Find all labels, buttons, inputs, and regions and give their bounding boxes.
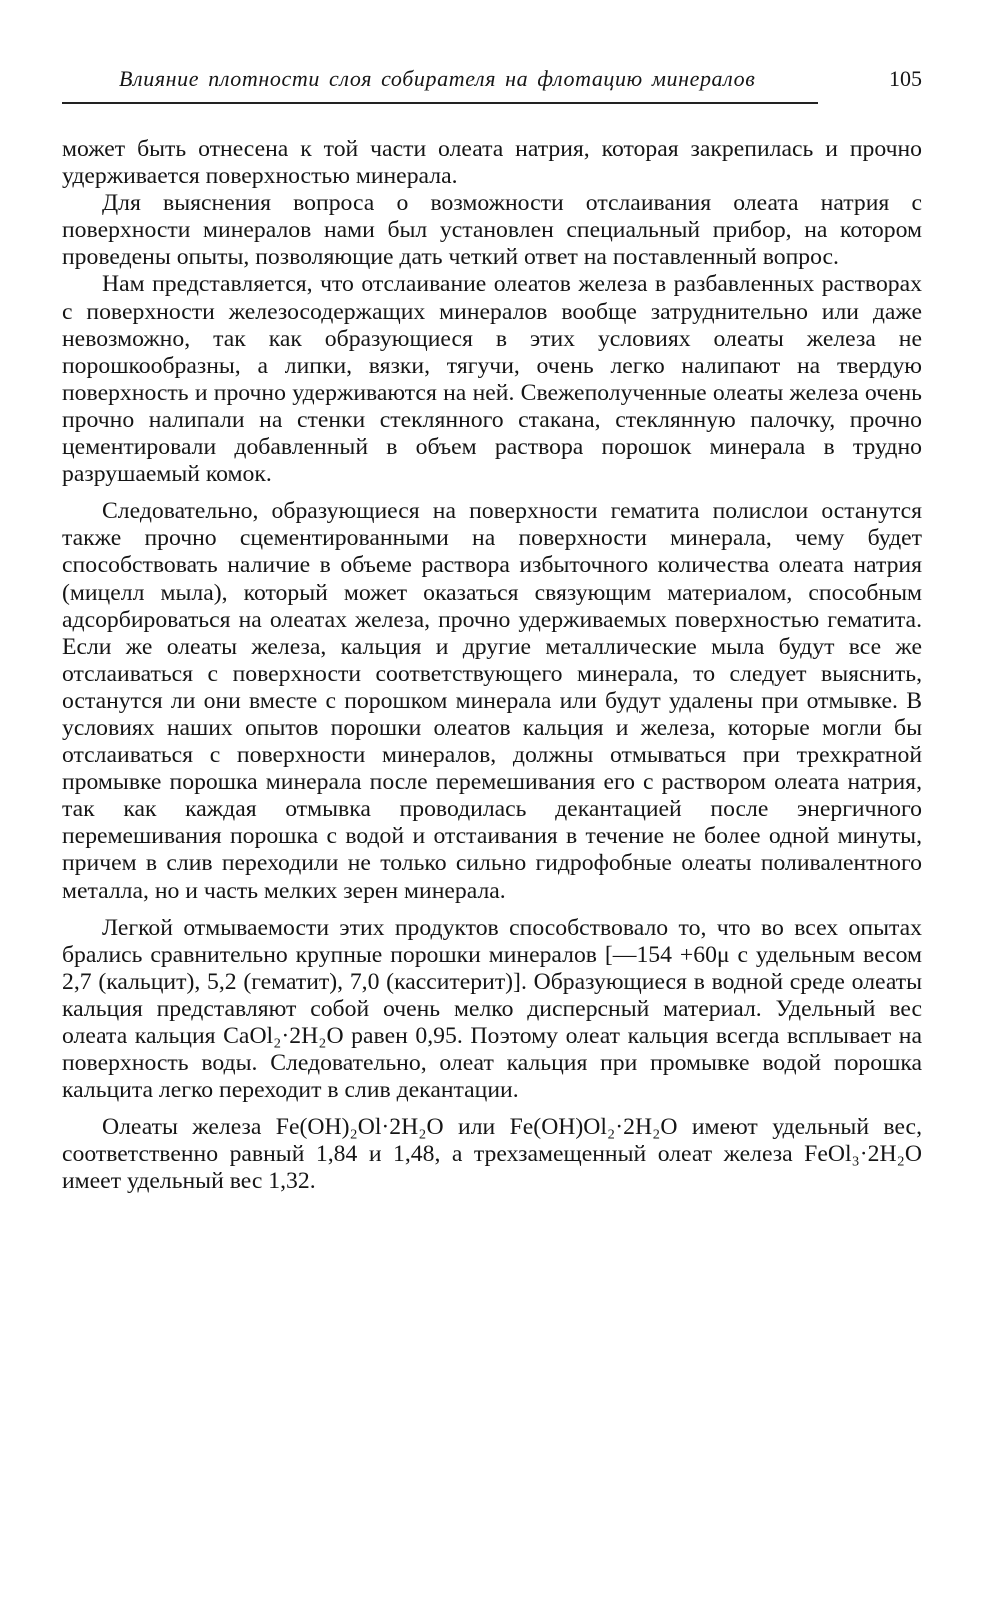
paragraph: Олеаты железа Fe(OH)₂Ol·2H₂O или Fe(OH)Ol₂·2H₂O имеют удельный вес, соответственно равный 1,84 и 1,48, а трехзамещенный олеат железа FeOl₃·2H₂O имеет удельный вес 1,32. — [62, 1114, 922, 1195]
paragraph: Для выяснения вопроса о возможности отслаивания олеата натрия с поверхности минералов нами был установлен специальный прибор, на котором проведены опыты, позволяющие дать четкий ответ на поставленный вопрос. — [62, 190, 922, 271]
running-title: Влияние плотности слоя собирателя на флотацию минералов — [119, 66, 756, 91]
running-head — [62, 66, 922, 96]
page-number: 105 — [889, 66, 922, 91]
paragraph: Следовательно, образующиеся на поверхности гематита полислои останутся также прочно сцементированными на поверхности минерала, чему будет способствовать наличие в объеме раствора избыточного количества олеата натрия (мицелл мыла), который может оказаться связующим материалом, способным адсорбироваться на олеатах железа, прочно удерживаемых поверхностью гематита. Если же олеаты железа, кальция и другие металлические мыла будут все же отслаиваться с поверхности соответствующего минерала, то следует выяснить, останутся ли они вместе с порошком минерала или будут удалены при отмывке. В условиях наших опытов порошки олеатов кальция и железа, которые могли бы отслаиваться с поверхности минералов, должны отмываться при трехкратной промывке порошка минерала после перемешивания его с раствором олеата натрия, так как каждая отмывка проводилась декантацией после энергичного перемешивания порошка с водой и отстаивания в течение не более одной минуты, причем в слив переходили не только сильно гидрофобные олеаты поливалентного металла, но и часть мелких зерен минерала. — [62, 498, 922, 904]
paragraph: Легкой отмываемости этих продуктов способствовало то, что во всех опытах брались сравнительно крупные порошки минералов [—154 +60μ с удельным весом 2,7 (кальцит), 5,2 (гематит), 7,0 (касситерит)]. Образующиеся в водной среде олеаты кальция представляют собой очень мелко дисперсный материал. Удельный вес олеата кальция CaOl₂·2H₂O равен 0,95. Поэтому олеат кальция всегда всплывает на поверхность воды. Следовательно, олеат кальция при промывке водой порошка кальцита легко переходит в слив декантации. — [62, 914, 922, 1104]
paragraph: Нам представляется, что отслаивание олеатов железа в разбавленных растворах с поверхности железосодержащих минералов вообще затруднительно или даже невозможно, так как образующиеся в этих условиях олеаты железа не порошкообразны, а липки, вязки, тягучи, очень легко налипают на твердую поверхность и прочно удерживаются на ней. Свежеполученные олеаты железа очень прочно налипали на стенки стеклянного стакана, стеклянную палочку, прочно цементировали добавленный в объем раствора порошок минерала в трудно разрушаемый комок. — [62, 271, 922, 488]
header-rule — [62, 102, 818, 104]
body-text — [62, 136, 922, 1196]
paragraph: может быть отнесена к той части олеата натрия, которая закрепилась и прочно удерживается поверхностью минерала. — [62, 136, 922, 190]
